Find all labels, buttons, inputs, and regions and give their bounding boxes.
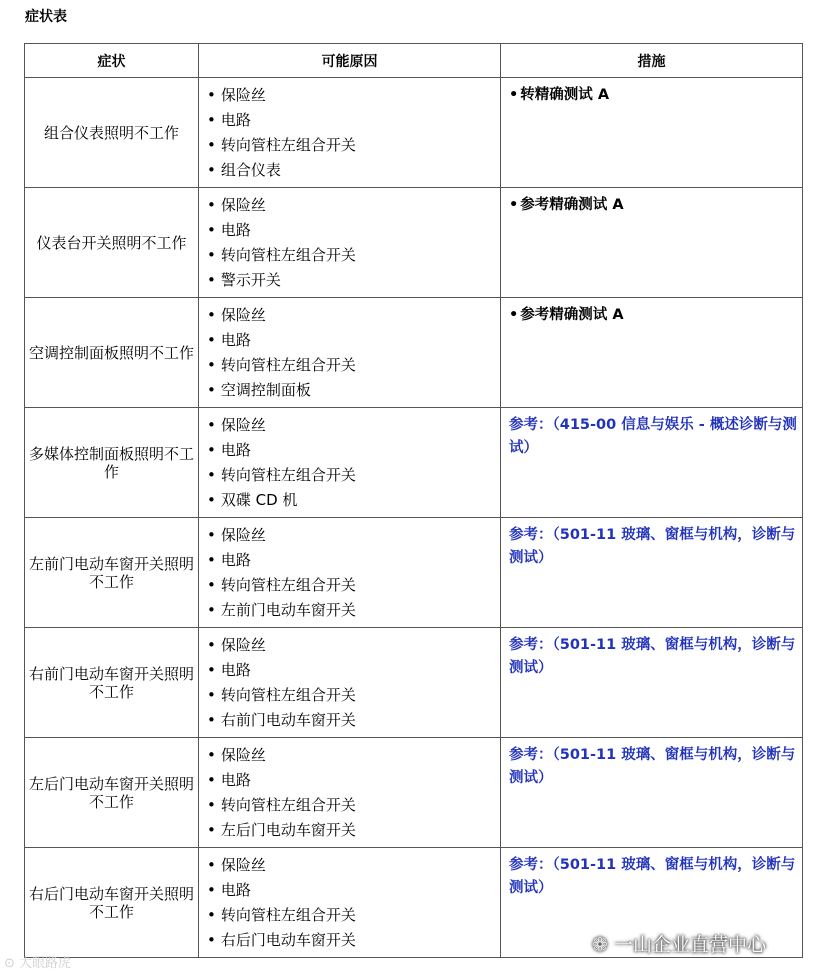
action-text: • 参考精确测试 A bbox=[509, 304, 798, 327]
cause-item: • 保险丝 bbox=[207, 633, 500, 658]
causes-cell bbox=[199, 848, 501, 958]
cause-list bbox=[207, 83, 500, 183]
causes-cell bbox=[199, 298, 501, 408]
cause-item: • 保险丝 bbox=[207, 523, 500, 548]
cause-item: • 保险丝 bbox=[207, 303, 500, 328]
action-cell bbox=[501, 408, 803, 518]
action-cell bbox=[501, 298, 803, 408]
action-text: • 转精确测试 A bbox=[509, 84, 798, 107]
cause-list bbox=[207, 193, 500, 293]
cause-item: • 转向管柱左组合开关 bbox=[207, 243, 500, 268]
cause-item: • 转向管柱左组合开关 bbox=[207, 793, 500, 818]
table-row bbox=[25, 78, 803, 188]
causes-cell bbox=[199, 628, 501, 738]
reference-link[interactable]: 参考：（415-00 信息与娱乐 - 概述诊断与测试） bbox=[509, 417, 797, 456]
symptom-cell: 左前门电动车窗开关照明不工作 bbox=[25, 518, 199, 628]
causes-cell bbox=[199, 518, 501, 628]
cause-item: • 转向管柱左组合开关 bbox=[207, 133, 500, 158]
action-text: • 参考精确测试 A bbox=[509, 194, 798, 217]
cause-list bbox=[207, 303, 500, 403]
cause-item: • 电路 bbox=[207, 218, 500, 243]
header-symptom: 症状 bbox=[25, 44, 199, 78]
cause-item: • 左后门电动车窗开关 bbox=[207, 818, 500, 843]
cause-item: • 保险丝 bbox=[207, 83, 500, 108]
cause-item: • 转向管柱左组合开关 bbox=[207, 573, 500, 598]
causes-cell bbox=[199, 78, 501, 188]
cause-item: • 保险丝 bbox=[207, 743, 500, 768]
cause-item: • 电路 bbox=[207, 328, 500, 353]
symptom-cell: 左后门电动车窗开关照明不工作 bbox=[25, 738, 199, 848]
reference-link[interactable]: 参考：（501-11 玻璃、窗框与机构，诊断与测试） bbox=[509, 527, 796, 566]
cause-list bbox=[207, 523, 500, 623]
header-action: 措施 bbox=[501, 44, 803, 78]
cause-item: • 右后门电动车窗开关 bbox=[207, 928, 500, 953]
reference-link[interactable]: 参考：（501-11 玻璃、窗框与机构，诊断与测试） bbox=[509, 857, 796, 896]
table-row bbox=[25, 298, 803, 408]
causes-cell bbox=[199, 738, 501, 848]
symptom-cell: 右后门电动车窗开关照明不工作 bbox=[25, 848, 199, 958]
table-row bbox=[25, 738, 803, 848]
action-cell bbox=[501, 188, 803, 298]
cause-item: • 警示开关 bbox=[207, 268, 500, 293]
watermark-right: ❁ 一山企业直营中心 bbox=[592, 934, 766, 956]
cause-item: • 保险丝 bbox=[207, 193, 500, 218]
action-cell bbox=[501, 738, 803, 848]
action-cell bbox=[501, 78, 803, 188]
cause-item: • 转向管柱左组合开关 bbox=[207, 683, 500, 708]
reference-link[interactable]: 参考：（501-11 玻璃、窗框与机构，诊断与测试） bbox=[509, 637, 796, 676]
cause-list bbox=[207, 633, 500, 733]
cause-item: • 转向管柱左组合开关 bbox=[207, 463, 500, 488]
table-header-row bbox=[25, 44, 803, 78]
cause-item: • 保险丝 bbox=[207, 413, 500, 438]
cause-item: • 组合仪表 bbox=[207, 158, 500, 183]
cause-item: • 双碟 CD 机 bbox=[207, 488, 500, 513]
cause-item: • 电路 bbox=[207, 768, 500, 793]
symptom-cell: 组合仪表照明不工作 bbox=[25, 78, 199, 188]
cause-item: • 右前门电动车窗开关 bbox=[207, 708, 500, 733]
causes-cell bbox=[199, 188, 501, 298]
cause-list bbox=[207, 853, 500, 953]
cause-item: • 电路 bbox=[207, 438, 500, 463]
symptom-cell: 空调控制面板照明不工作 bbox=[25, 298, 199, 408]
cause-item: • 转向管柱左组合开关 bbox=[207, 353, 500, 378]
cause-item: • 电路 bbox=[207, 658, 500, 683]
header-possible-cause: 可能原因 bbox=[199, 44, 501, 78]
cause-item: • 保险丝 bbox=[207, 853, 500, 878]
camera-icon: ⊙ bbox=[4, 956, 20, 971]
table-row bbox=[25, 408, 803, 518]
page-title: 症状表 bbox=[25, 9, 67, 25]
action-cell bbox=[501, 518, 803, 628]
symptom-cell: 多媒体控制面板照明不工作 bbox=[25, 408, 199, 518]
cause-item: • 电路 bbox=[207, 108, 500, 133]
cause-item: • 空调控制面板 bbox=[207, 378, 500, 403]
cause-list bbox=[207, 743, 500, 843]
causes-cell bbox=[199, 408, 501, 518]
symptom-cell: 右前门电动车窗开关照明不工作 bbox=[25, 628, 199, 738]
symptom-table bbox=[24, 43, 803, 958]
cause-item: • 电路 bbox=[207, 878, 500, 903]
symptom-cell: 仪表台开关照明不工作 bbox=[25, 188, 199, 298]
watermark-left: ⊙ 大眼路虎 bbox=[4, 956, 72, 971]
cause-item: • 左前门电动车窗开关 bbox=[207, 598, 500, 623]
table-row bbox=[25, 188, 803, 298]
table-row bbox=[25, 628, 803, 738]
reference-link[interactable]: 参考：（501-11 玻璃、窗框与机构，诊断与测试） bbox=[509, 747, 796, 786]
cause-list bbox=[207, 413, 500, 513]
cause-item: • 转向管柱左组合开关 bbox=[207, 903, 500, 928]
cause-item: • 电路 bbox=[207, 548, 500, 573]
action-cell bbox=[501, 628, 803, 738]
table-row bbox=[25, 518, 803, 628]
wechat-icon: ❁ bbox=[592, 934, 614, 956]
